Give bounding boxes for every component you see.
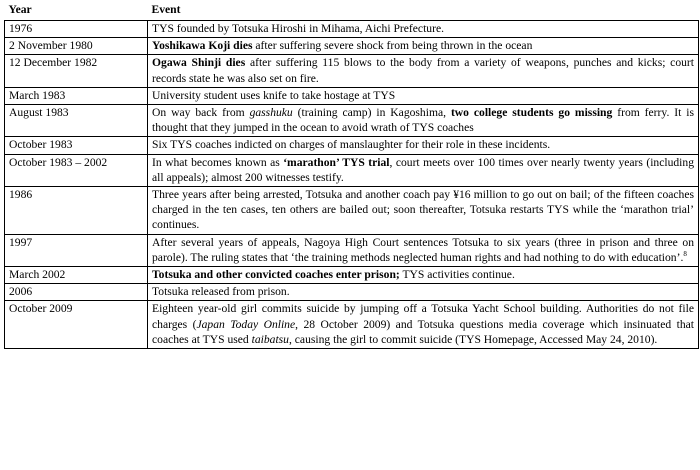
table-row xyxy=(5,21,699,38)
year-cell: March 2002 xyxy=(5,267,148,284)
event-text: after suffering 115 blows to the body from a variety of weapons, punches and kicks; court records state he was also set on fire. xyxy=(152,56,694,85)
timeline-table xyxy=(4,2,699,349)
table-row xyxy=(5,38,699,55)
event-text: , 28 October 2009) and Totsuka questions media coverage which insinuated that coaches at TYS used xyxy=(152,317,694,346)
timeline-rows xyxy=(5,21,699,349)
year-cell: October 2009 xyxy=(5,301,148,349)
event-cell xyxy=(148,234,699,266)
table-row xyxy=(5,105,699,137)
event-text: Totsuka and other convicted coaches enter prison; xyxy=(152,268,400,282)
event-cell xyxy=(148,87,699,104)
event-text: from ferry. It is thought that they jumped in the ocean to avoid wrath of TYS coaches xyxy=(152,106,694,135)
table-row xyxy=(5,187,699,235)
event-cell xyxy=(148,187,699,235)
event-text: after suffering severe shock from being thrown in the ocean xyxy=(252,39,533,53)
year-column-header: Year xyxy=(5,2,148,21)
event-cell xyxy=(148,137,699,154)
event-text: TYS founded by Totsuka Hiroshi in Mihama, Aichi Prefecture. xyxy=(152,22,444,35)
year-cell: March 1983 xyxy=(5,87,148,104)
table-row xyxy=(5,267,699,284)
event-column-header: Event xyxy=(148,2,699,21)
year-cell: 2 November 1980 xyxy=(5,38,148,55)
event-text: Six TYS coaches indicted on charges of manslaughter for their role in these incidents. xyxy=(152,138,551,152)
event-text: Ogawa Shinji dies xyxy=(152,56,246,70)
event-text: Three years after being arrested, Totsuka and another coach pay ¥16 million to go out on bail; of the fifteen coaches charged in the ten cases, ten others are bailed out; soon thereafter, Totsuka restarts TYS while the ‘marathon trial’ continues. xyxy=(152,188,694,232)
year-cell: October 1983 xyxy=(5,137,148,154)
event-cell xyxy=(148,38,699,55)
event-text: , court meets over 100 times over nearly twenty years (including all appeals); almost 200 witnesses testify. xyxy=(152,155,695,184)
event-text: gasshuku xyxy=(249,106,293,120)
table-header-row xyxy=(5,2,699,21)
year-cell: 12 December 1982 xyxy=(5,55,148,87)
event-text: Totsuka released from prison. xyxy=(152,285,290,299)
event-cell xyxy=(148,55,699,87)
event-text: (training camp) in Kagoshima, xyxy=(292,106,451,120)
year-cell: 1976 xyxy=(5,21,148,38)
event-text: Japan Today Online xyxy=(196,317,296,331)
year-cell: October 1983 – 2002 xyxy=(5,154,148,186)
table-row xyxy=(5,154,699,186)
table-row xyxy=(5,301,699,349)
event-text: ‘marathon’ TYS trial xyxy=(283,155,390,169)
table-row xyxy=(5,55,699,87)
table-row xyxy=(5,137,699,154)
event-text: Yoshikawa Koji dies xyxy=(152,39,253,53)
event-cell xyxy=(148,154,699,186)
table-row xyxy=(5,87,699,104)
event-text: two college students go missing xyxy=(450,106,613,120)
year-cell: 1986 xyxy=(5,187,148,235)
year-cell: August 1983 xyxy=(5,105,148,137)
event-cell xyxy=(148,105,699,137)
year-cell: 2006 xyxy=(5,284,148,301)
event-text: University student uses knife to take hostage at TYS xyxy=(152,88,396,102)
table-row xyxy=(5,234,699,266)
event-cell xyxy=(148,284,699,301)
event-text: In what becomes known as xyxy=(152,155,284,169)
event-text: Eighteen year-old girl commits suicide by jumping off a Totsuka Yacht School building. Authorities do not file charges ( xyxy=(152,302,694,331)
event-text: On way back from xyxy=(152,106,250,120)
event-text: , causing the girl to commit suicide (TYS Homepage, Accessed May 24, 2010). xyxy=(288,332,658,346)
event-cell xyxy=(148,301,699,349)
table-row xyxy=(5,284,699,301)
footnote-marker: 8 xyxy=(683,249,687,258)
event-text: After several years of appeals, Nagoya High Court sentences Totsuka to six years (three in prison and three on parole). The ruling states that ‘the training methods neglected human rights and had nothing to do with education’. xyxy=(152,235,694,264)
event-cell xyxy=(148,21,699,38)
event-text: taibatsu xyxy=(251,332,289,346)
event-cell xyxy=(148,267,699,284)
event-text: TYS activities continue. xyxy=(399,268,515,282)
year-cell: 1997 xyxy=(5,234,148,266)
